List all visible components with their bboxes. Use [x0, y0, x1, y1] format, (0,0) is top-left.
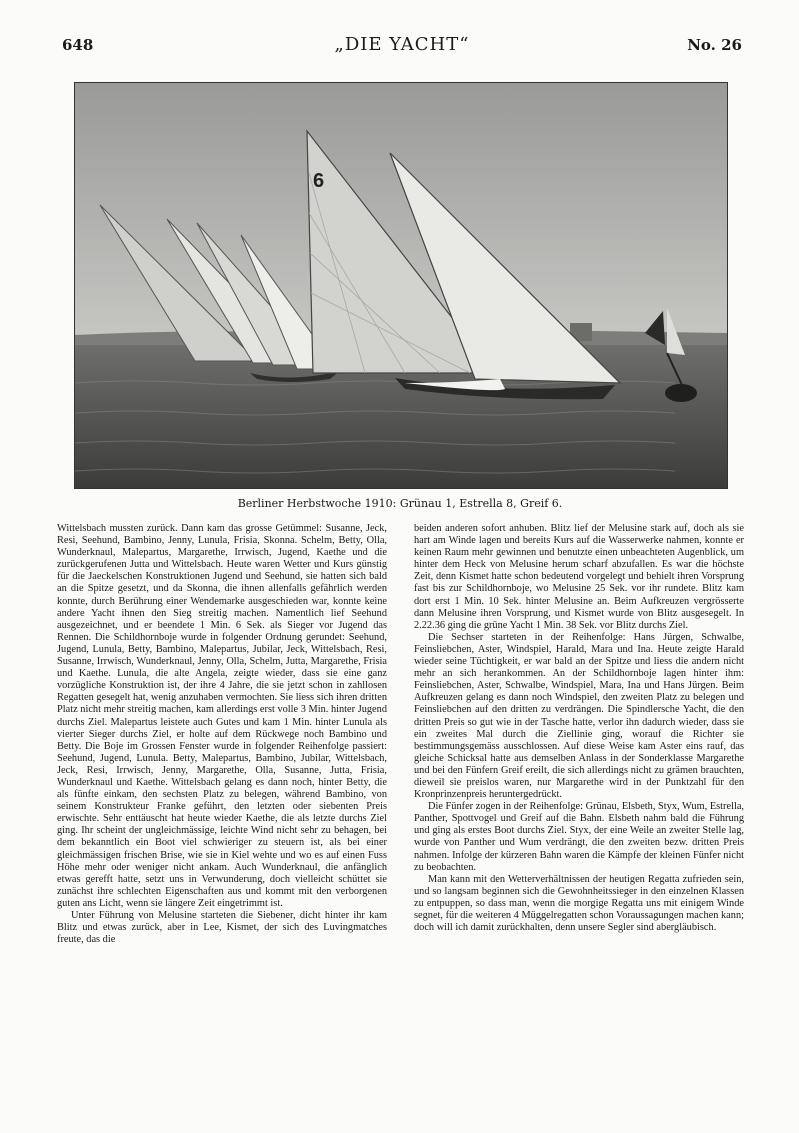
regatta-photo [74, 82, 728, 489]
buoy [665, 384, 697, 402]
page-header [62, 36, 742, 60]
photo-caption: Berliner Herbstwoche 1910: Grünau 1, Estrella 8, Greif 6. [237, 497, 563, 510]
sail-number: 6 [313, 170, 325, 192]
left-column [57, 523, 387, 946]
paragraph: Die Fünfer zogen in der Reihenfolge: Grünau, Elsbeth, Styx, Wum, Estrella, Panther, Spottvogel und Greif auf die Bahn. Elsbeth nahm bald die Führung und ging als erstes Boot durchs Ziel. Styx, der eine Weile an zweiter Stelle lag, wurde von Panther und Wum verdrängt, die den zweiten bezw. dritten Preis nahmen. Infolge der kürzeren Bahn waren die Kämpfe der kleinen Fünfer nicht zu beobachten. [414, 801, 744, 873]
paragraph: Die Sechser starteten in der Reihenfolge: Hans Jürgen, Schwalbe, Feinsliebchen, Aster, Windspiel, Harald, Mara und Ina. Heute zeigte Harald wieder seine Tüchtigkeit, er war bald an der Spitze und liess die andern nicht mehr an sich herankommen. An der Schildhornboje lagen hinter ihm: Feinsliebchen, Aster, Schwalbe, Windspiel, Mara, Ina und Hans Jürgen. Beim Aufkreuzen gelang es dann noch Windspiel, den zweiten Platz zu belegen und Feinsliebchen auf den dritten zu verdrängen. Die Spindlersche Yacht, die den dritten Preis so gut wie in der Tasche hatte, verlor ihn dadurch wieder, dass sie ein zweites Mal durch die Ziellinie ging, worauf die Richter sie bestimmungsgemäss ausschlossen. Auf diese Weise kam Aster eins rauf, das gleiche Schicksal hatte aus demselben Anlass in der Sonderklasse Margarethe und bei den Fünfern Greif ereilt, die sich allerdings nicht zu grämen brauchten, dieweil sie preislos waren, nur Margarethe wird in der Punktzahl für den Kronprinzenpreis heruntergedrückt. [414, 631, 744, 801]
paragraph: Unter Führung von Melusine starteten die Siebener, dicht hinter ihr kam Blitz und etwas zurück, aber in Lee, Kismet, der sich des Luvingmatches freute, das die [57, 910, 387, 946]
sailboats-illustration [75, 83, 727, 488]
right-column [414, 523, 744, 934]
issue-number: No. 26 [687, 36, 742, 54]
paragraph: Wittelsbach mussten zurück. Dann kam das grosse Getümmel: Susanne, Jeck, Resi, Seehund, Bambino, Jenny, Lunula, Frisia, Skonna. Schelm, Betty, Olla, Wunderknaul, Malepartus, Margarethe, Irrwisch, Jugend, Kaethe und die zurückgerufenen Jutta und Wittelsbach. Heute waren Wetter und Kurs günstig für die Jaeckelschen Konstruktionen Jugend und Seehund, sie hatten sich bald an die Spitze gesetzt, und da Skonna, die ihnen allenfalls gefährlich werden konnte, durch Berührung einer Wendemarke ausgeschieden war, konnte keine andere Yacht ihnen den Sieg streitig machen. Namentlich lief Seehund ausgezeichnet, und er beendete 1 Min. 6 Sek. als Sieger vor Jugend das Rennen. Die Schildhornboje wurde in folgender Ordnung gerundet: Seehund, Jugend, Lunula, Betty, Bambino, Malepartus, Jubilar, Jeck, Wittelsbach, Resi, Susanne, Irrwisch, Wunderknaul, Jenny, Olla, Schelm, Jutta, Margarethe, Frisia und Kaethe. Lunula, die alte Angela, zeigte wieder, dass sie eine ganz vorzügliche Konstruktion ist, der ihre 4 Jahre, die sie jetzt schon in zahllosen Regatten gesegelt hat, wenig anzuhaben vermochten. Sie liess sich ihren dritten Platz nicht mehr streitig machen, kam allerdings erst volle 3 Min. hinter Jugend durchs Ziel. Malepartus leistete auch Gutes und kam 1 Min. hinter Lunula als vierter Sieger durchs Ziel, er holte auf dem Rückwege noch Bambino und Betty. Die Boje im Grossen Fenster wurde in folgender Reihenfolge passiert: Seehund, Jugend, Lunula. Betty, Malepartus, Bambino, Jubilar, Wittelsbach, Jeck, Resi, Irrwisch, Jenny, Margarethe, Olla, Susanne, Jutta, Frisia, Wunderknaul und Kaethe. Wittelsbach gelang es dann noch, hinter Betty, die als fünfte einkam, den sechsten Platz zu belegen, während Bambino, von seinem Konstrukteur Franke geführt, den letzten oder siebenten Preis erwischte. Sehr enttäuscht hat heute wieder Kaethe, die als letzte durchs Ziel ging. Ihr scheint der ungleichmässige, leichte Wind nicht sehr zu behagen, bei dem bekanntlich ein Boot viel schwieriger zu steuern ist, als bei einer gleichmässigen frischen Brise, wie sie in Kiel wehte und wo es auf einen Fuss Höhe mehr oder weniger nicht ankam. Auch Wunderknaul, die anfänglich etwas gerefft hatte, setzt uns in Verwunderung, doch vielleicht schüttet sie zunächst ihre schlechten Eigenschaften aus und kommt mit den verborgenen guten ans Licht, wenn sie längere Zeit eingetrimmt ist. [57, 523, 387, 909]
magazine-title: „DIE YACHT“ [334, 34, 470, 55]
page-number: 648 [62, 36, 94, 54]
paragraph: Man kann mit den Wetterverhältnissen der heutigen Regatta zufrieden sein, und so langsam beginnen sich die Gewohnheitssieger in den einzelnen Klassen zu entpuppen, so dass man, wenn die morgige Regatta uns mit einigem Winde segnet, für die weiteren 4 Müggelregatten schon Voraussagungen machen kann; doch will ich damit zurückhalten, denn unsere Segler sind abergläubisch. [414, 873, 744, 934]
paragraph: beiden anderen sofort anhuben. Blitz lief der Melusine stark auf, doch als sie hart am Winde lagen und bereits Kurs auf die Wasserwerke nahmen, konnte er keinen Raum mehr gewinnen und benutzte einen unbeachteten Augenblick, um hinter dem Heck von Melusine herum scharf abzufallen. Es war die höchste Zeit, denn Kismet hatte schon bedeutend vorgelegt und behielt ihren Vorsprung fast bis zur Schildhornboje, wo Melusine 25 Sek. vor ihr rundete. Blitz kam dort erst 1 Min. 10 Sek. hinter Melusine an. Beim Aufkreuzen vergrösserte dann Melusine ihren Vorsprung, und Kismet wurde von Blitz ausgesegelt. In 2.22.36 ging die grüne Yacht 1 Min. 38 Sek. vor Blitz durchs Ziel. [414, 523, 744, 631]
